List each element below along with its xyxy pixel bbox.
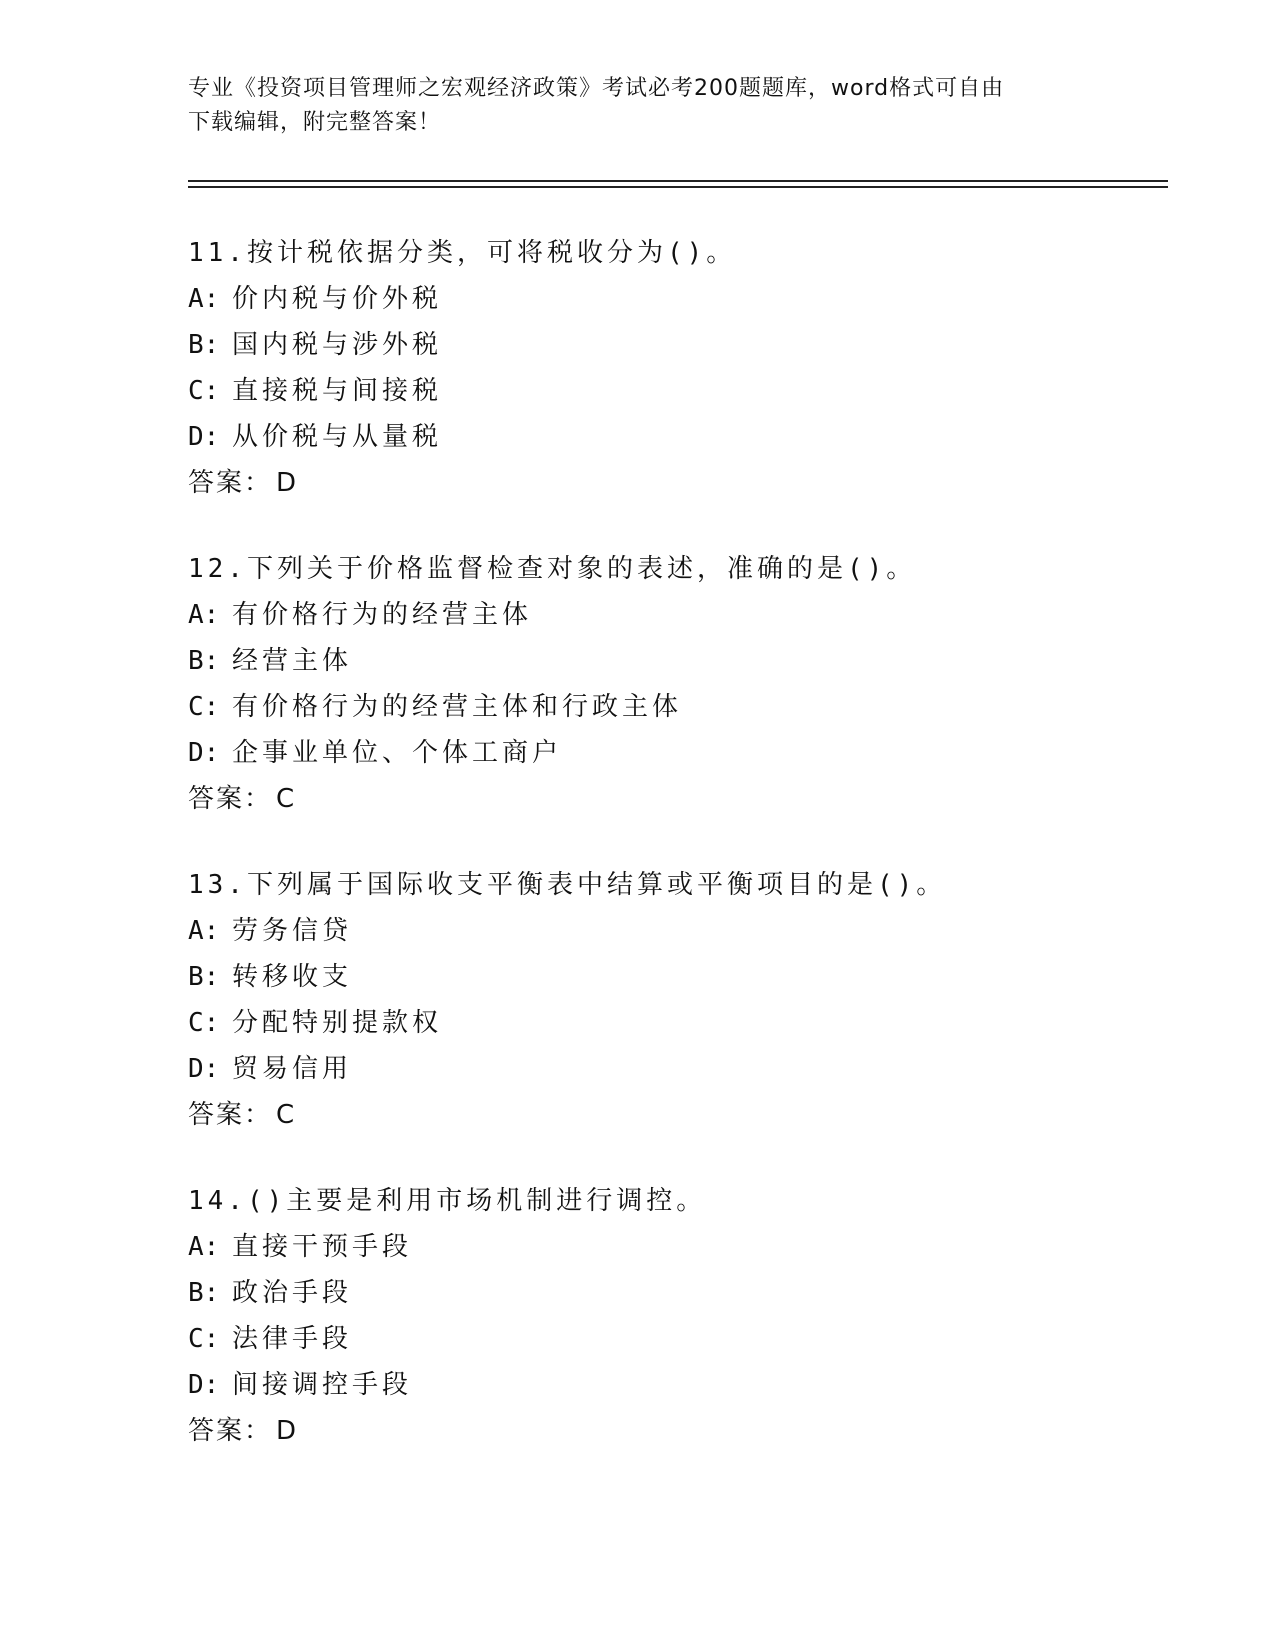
question-stem: 14.()主要是利用市场机制进行调控。 (188, 1186, 707, 1216)
answer-value: C (276, 784, 297, 814)
answer-line (188, 1092, 1168, 1138)
option-a (188, 276, 1168, 322)
option-text: 国内税与涉外税 (232, 330, 443, 360)
intro-line-2: 下载编辑，附完整答案！ (188, 110, 442, 135)
option-letter: D: (188, 422, 220, 452)
option-text: 有价格行为的经营主体 (232, 600, 533, 630)
option-c (188, 1000, 1168, 1046)
option-letter: D: (188, 1370, 220, 1400)
option-letter: C: (188, 692, 220, 722)
option-a (188, 908, 1168, 954)
option-c (188, 684, 1168, 730)
option-text: 分配特别提款权 (232, 1008, 443, 1038)
option-text: 价内税与价外税 (232, 284, 443, 314)
option-d (188, 730, 1168, 776)
option-letter: C: (188, 1008, 220, 1038)
option-text: 直接税与间接税 (232, 376, 443, 406)
option-letter: B: (188, 1278, 220, 1308)
question-stem: 11.按计税依据分类，可将税收分为()。 (188, 238, 737, 268)
question-block-11 (188, 230, 1168, 506)
option-b (188, 1270, 1168, 1316)
intro-line-1: 专业《投资项目管理师之宏观经济政策》考试必考200题题库，word格式可自由 (188, 76, 1005, 101)
answer-label: 答案： (188, 1100, 273, 1130)
option-letter: A: (188, 916, 220, 946)
option-letter: D: (188, 1054, 220, 1084)
answer-line (188, 1408, 1168, 1454)
option-d (188, 1362, 1168, 1408)
answer-label: 答案： (188, 1416, 273, 1446)
option-letter: B: (188, 962, 220, 992)
option-b (188, 638, 1168, 684)
option-text: 直接干预手段 (232, 1232, 413, 1262)
answer-line (188, 460, 1168, 506)
option-text: 从价税与从量税 (232, 422, 443, 452)
header-divider-bottom (188, 186, 1168, 188)
option-a (188, 592, 1168, 638)
question-stem: 13.下列属于国际收支平衡表中结算或平衡项目的是()。 (188, 870, 947, 900)
option-a (188, 1224, 1168, 1270)
option-letter: A: (188, 284, 220, 314)
answer-value: D (276, 1416, 299, 1446)
question-block-13 (188, 862, 1168, 1138)
option-text: 政治手段 (232, 1278, 353, 1308)
option-b (188, 954, 1168, 1000)
answer-value: C (276, 1100, 297, 1130)
option-d (188, 414, 1168, 460)
option-c (188, 1316, 1168, 1362)
option-text: 法律手段 (232, 1324, 353, 1354)
header-divider-top (188, 180, 1168, 182)
option-text: 经营主体 (232, 646, 353, 676)
option-b (188, 322, 1168, 368)
option-letter: C: (188, 1324, 220, 1354)
option-d (188, 1046, 1168, 1092)
option-c (188, 368, 1168, 414)
option-text: 有价格行为的经营主体和行政主体 (232, 692, 683, 722)
option-letter: A: (188, 600, 220, 630)
question-block-12 (188, 546, 1168, 822)
option-letter: C: (188, 376, 220, 406)
option-text: 间接调控手段 (232, 1370, 413, 1400)
answer-label: 答案： (188, 784, 273, 814)
option-text: 转移收支 (232, 962, 353, 992)
answer-line (188, 776, 1168, 822)
option-letter: D: (188, 738, 220, 768)
option-letter: B: (188, 330, 220, 360)
option-letter: A: (188, 1232, 220, 1262)
option-text: 贸易信用 (232, 1054, 353, 1084)
option-text: 企事业单位、个体工商户 (232, 738, 563, 768)
question-stem: 12.下列关于价格监督检查对象的表述，准确的是()。 (188, 554, 917, 584)
document-intro (188, 72, 1088, 140)
option-letter: B: (188, 646, 220, 676)
answer-label: 答案： (188, 468, 273, 498)
option-text: 劳务信贷 (232, 916, 353, 946)
answer-value: D (276, 468, 299, 498)
question-block-14 (188, 1178, 1168, 1454)
